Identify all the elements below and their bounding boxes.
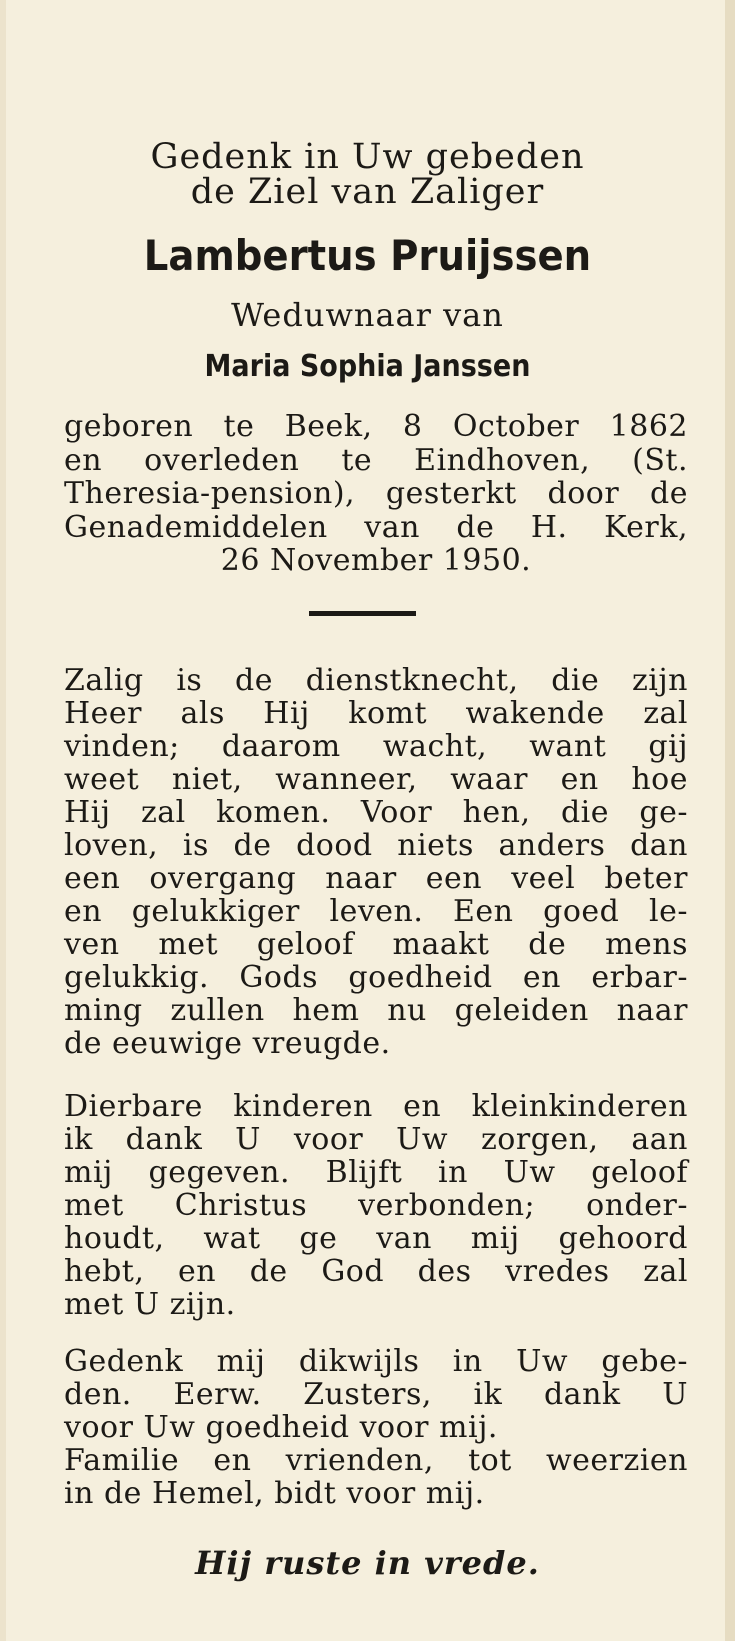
text-line: gelukkig. Gods goedheid en erbar- [64,960,688,995]
divider-rule [309,611,416,616]
deceased-name: Lambertus Pruijssen [143,231,592,280]
text-line: Familie en vrienden, tot weerzien [64,1443,688,1478]
relation-label: Weduwnaar van [231,296,504,334]
biography [64,410,688,578]
text-line: ik dank U voor Uw zorgen, aan [64,1122,688,1157]
text-line: Dierbare kinderen en kleinkinderen [64,1089,688,1124]
text-line: de eeuwige vreugde. [64,1026,391,1061]
text-line: houdt, wat ge van mij gehoord [64,1221,688,1256]
text-line: voor Uw goedheid voor mij. [64,1410,498,1445]
text-line: Zalig is de dienstknecht, die zijn [64,663,688,698]
prayer-request-line-1: Gedenk in Uw gebeden [150,137,585,177]
text-line: Heer als Hij komt wakende zal [64,696,688,731]
death-date-line: 26 November 1950. [220,543,532,578]
text-line: loven, is de dood niets anders dan [64,828,688,863]
text-line: vinden; daarom wacht, want gij [64,729,688,764]
paragraph-3 [64,1345,688,1510]
text-line: ming zullen hem nu geleiden naar [64,993,688,1028]
text-line: mij gegeven. Blijft in Uw geloof [64,1155,688,1190]
text-line: met U zijn. [64,1287,236,1322]
biography-line: en overleden te Eindhoven, (St. [64,442,688,478]
text-line: met Christus verbonden; onder- [64,1188,688,1223]
text-line: Hij zal komen. Voor hen, die ge- [64,795,688,830]
biography-line: Genademiddelen van de H. Kerk, [64,509,688,545]
text-line: in de Hemel, bidt voor mij. [64,1476,485,1511]
biography-line: Theresia-pension), gesterkt door de [64,476,688,511]
text-line: hebt, en de God des vredes zal [64,1254,688,1289]
text-line: Gedenk mij dikwijls in Uw gebe- [64,1344,688,1379]
text-line: ven met geloof maakt de mens [64,927,688,962]
spouse-name: Maria Sophia Janssen [204,349,531,384]
paragraph-1 [64,664,688,1060]
text-line: weet niet, wanneer, waar en hoe [64,762,688,797]
paragraph-2 [64,1090,688,1321]
biography-line: geboren te Beek, 8 October 1862 [64,409,688,444]
text-line: een overgang naar een veel beter [64,861,688,896]
text-line: en gelukkiger leven. Een goed le- [64,894,688,929]
prayer-request-line-2: de Ziel van Zaliger [190,172,545,212]
text-line: den. Eerw. Zusters, ik dank U [64,1377,688,1412]
closing-blessing: Hij ruste in vrede. [195,1544,540,1582]
card-edge [0,0,6,1641]
